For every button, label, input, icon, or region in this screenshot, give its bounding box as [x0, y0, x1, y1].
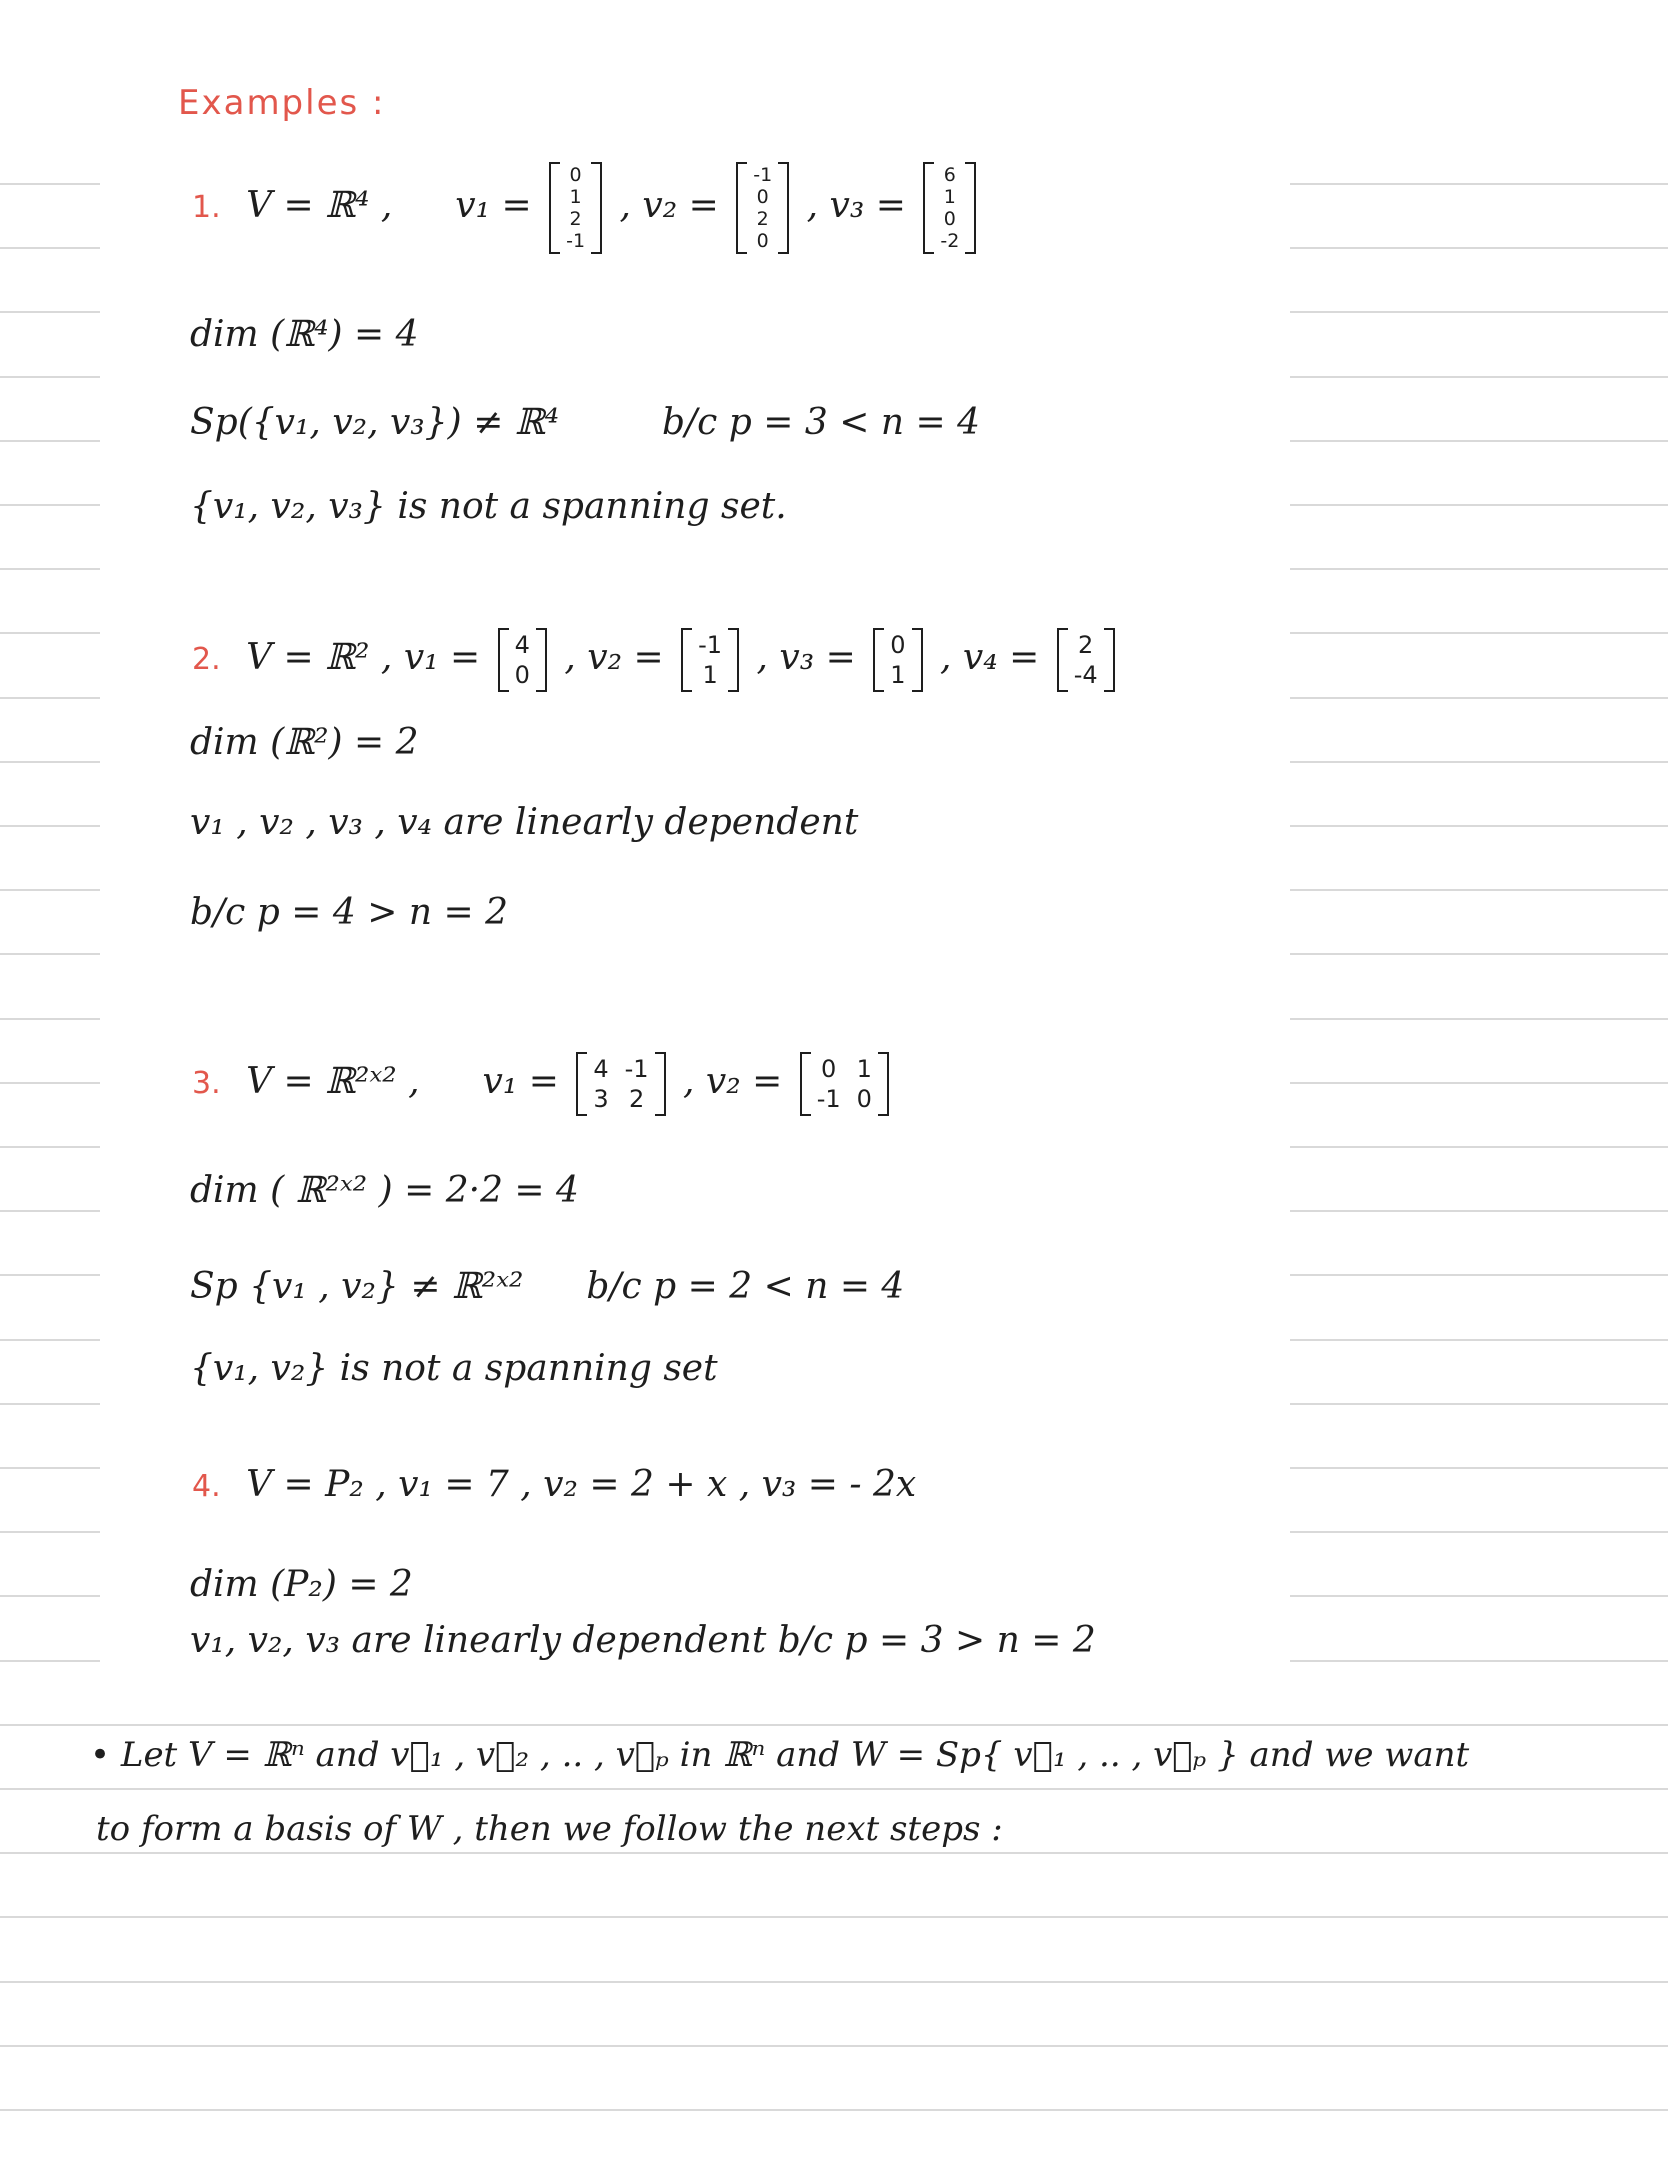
matrix-right-bracket	[1104, 628, 1115, 692]
example-2-dependence: v₁ , v₂ , v₃ , v₄ are linearly dependent	[190, 802, 859, 843]
matrix-left-bracket	[576, 1052, 587, 1116]
example-2-v3-label: , v₃ =	[756, 637, 856, 678]
matrix-left-bracket	[873, 628, 884, 692]
matrix-entry: 1	[569, 186, 582, 208]
example-2-v1-label: v₁ =	[403, 637, 481, 678]
matrix-entry: 0	[890, 631, 906, 659]
matrix-entry: 0	[514, 661, 530, 689]
example-1-span: Sp({v₁, v₂, v₃}) ≠ ℝ⁴	[190, 402, 560, 443]
matrix-left-bracket	[736, 162, 747, 254]
example-2-number: 2.	[192, 642, 221, 677]
matrix-left-bracket	[681, 628, 692, 692]
example-3-span: Sp {v₁ , v₂} ≠ ℝ²ˣ²	[190, 1266, 524, 1307]
example-4-dependence: v₁, v₂, v₃ are linearly dependent b/c p = 3 > n = 2	[190, 1620, 1096, 1661]
matrix-right-bracket	[965, 162, 976, 254]
matrix-entry: -4	[1073, 661, 1098, 689]
matrix-entry: 0	[756, 230, 769, 252]
matrix-entry: 1	[702, 661, 718, 689]
example-1-v2-matrix	[736, 162, 789, 254]
matrix-entry: 2	[1078, 631, 1094, 659]
example-3-v2-label: , v₂ =	[683, 1061, 783, 1102]
example-2-space: V = ℝ² ,	[246, 637, 393, 678]
page-heading: Examples :	[178, 83, 386, 123]
example-1-dimension: dim (ℝ⁴) = 4	[190, 314, 419, 355]
example-4-dimension: dim (P₂) = 2	[190, 1564, 413, 1605]
matrix-left-bracket	[498, 628, 509, 692]
matrix-right-bracket	[591, 162, 602, 254]
matrix-entry: 0	[856, 1085, 872, 1113]
matrix-entry: -2	[940, 230, 960, 252]
matrix-entry: 0	[756, 186, 769, 208]
example-2-reason: b/c p = 4 > n = 2	[190, 892, 508, 933]
matrix-entry: 2	[628, 1085, 645, 1113]
example-1-reason: b/c p = 3 < n = 4	[662, 402, 980, 443]
matrix-entry: 4	[593, 1055, 609, 1083]
example-1-conclusion: {v₁, v₂, v₃} is not a spanning set.	[190, 486, 787, 527]
example-1-span-statement	[190, 400, 980, 446]
example-3-span-statement	[190, 1264, 904, 1310]
matrix-entry: 4	[514, 631, 530, 659]
matrix-entry: 0	[943, 208, 956, 230]
example-1-v1-matrix	[549, 162, 602, 254]
matrix-entry: 2	[756, 208, 769, 230]
example-1-number: 1.	[192, 190, 221, 225]
example-3-space: V = ℝ²ˣ² ,	[246, 1061, 420, 1102]
example-2-v2-label: , v₂ =	[564, 637, 664, 678]
example-2-v4-label: , v₄ =	[939, 637, 1040, 678]
matrix-right-bracket	[655, 1052, 666, 1116]
matrix-left-bracket	[549, 162, 560, 254]
example-4-main: V = P₂ , v₁ = 7 , v₂ = 2 + x , v₃ = - 2x	[246, 1464, 917, 1505]
matrix-entry: 1	[890, 661, 906, 689]
example-1-definition	[192, 162, 982, 254]
example-3-v2-matrix	[800, 1052, 889, 1116]
example-4-number: 4.	[192, 1469, 221, 1504]
matrix-entry: 0	[569, 164, 582, 186]
matrix-entry: -1	[698, 631, 723, 659]
example-3-v1-label: v₁ =	[482, 1061, 559, 1102]
example-1-v3-matrix	[923, 162, 976, 254]
example-1-v1-label: v₁ =	[455, 185, 532, 226]
matrix-entry: 1	[856, 1055, 872, 1083]
matrix-entry: 1	[943, 186, 956, 208]
matrix-entry: 2	[569, 208, 582, 230]
example-1-v3-label: , v₃ =	[806, 185, 906, 226]
example-2-v4-matrix	[1057, 628, 1115, 692]
matrix-left-bracket	[1057, 628, 1068, 692]
example-3-reason: b/c p = 2 < n = 4	[586, 1266, 905, 1307]
example-2-v3-matrix	[873, 628, 922, 692]
matrix-entry: -1	[753, 164, 773, 186]
example-3-conclusion: {v₁, v₂} is not a spanning set	[190, 1348, 718, 1389]
matrix-entry: 6	[943, 164, 956, 186]
example-2-v1-matrix	[498, 628, 547, 692]
bullet-note-line-2: to form a basis of W , then we follow the next steps :	[96, 1809, 1003, 1849]
example-3-dimension: dim ( ℝ²ˣ² ) = 2·2 = 4	[190, 1170, 579, 1211]
matrix-entry: 3	[593, 1085, 609, 1113]
matrix-left-bracket	[800, 1052, 811, 1116]
example-4-definition	[192, 1462, 916, 1510]
matrix-entry: 0	[821, 1055, 837, 1083]
matrix-entry: -1	[566, 230, 586, 252]
example-3-number: 3.	[192, 1066, 221, 1101]
matrix-right-bracket	[778, 162, 789, 254]
example-2-dimension: dim (ℝ²) = 2	[190, 722, 419, 763]
bullet-note-line-1: • Let V = ℝⁿ and v⃗₁ , v⃗₂ , .. , v⃗ₚ in ℝⁿ and W = Sp{ v⃗₁ , .. , v⃗ₚ } and we want	[90, 1735, 1470, 1775]
example-1-v2-label: , v₂ =	[619, 185, 719, 226]
example-3-definition	[192, 1052, 895, 1116]
example-3-v1-matrix	[576, 1052, 665, 1116]
matrix-left-bracket	[923, 162, 934, 254]
example-2-v2-matrix	[681, 628, 739, 692]
matrix-entry: -1	[816, 1085, 841, 1113]
matrix-entry: -1	[624, 1055, 649, 1083]
example-1-space: V = ℝ⁴ ,	[246, 185, 393, 226]
matrix-right-bracket	[878, 1052, 889, 1116]
matrix-right-bracket	[536, 628, 547, 692]
matrix-right-bracket	[728, 628, 739, 692]
example-2-definition	[192, 628, 1121, 692]
matrix-right-bracket	[912, 628, 923, 692]
